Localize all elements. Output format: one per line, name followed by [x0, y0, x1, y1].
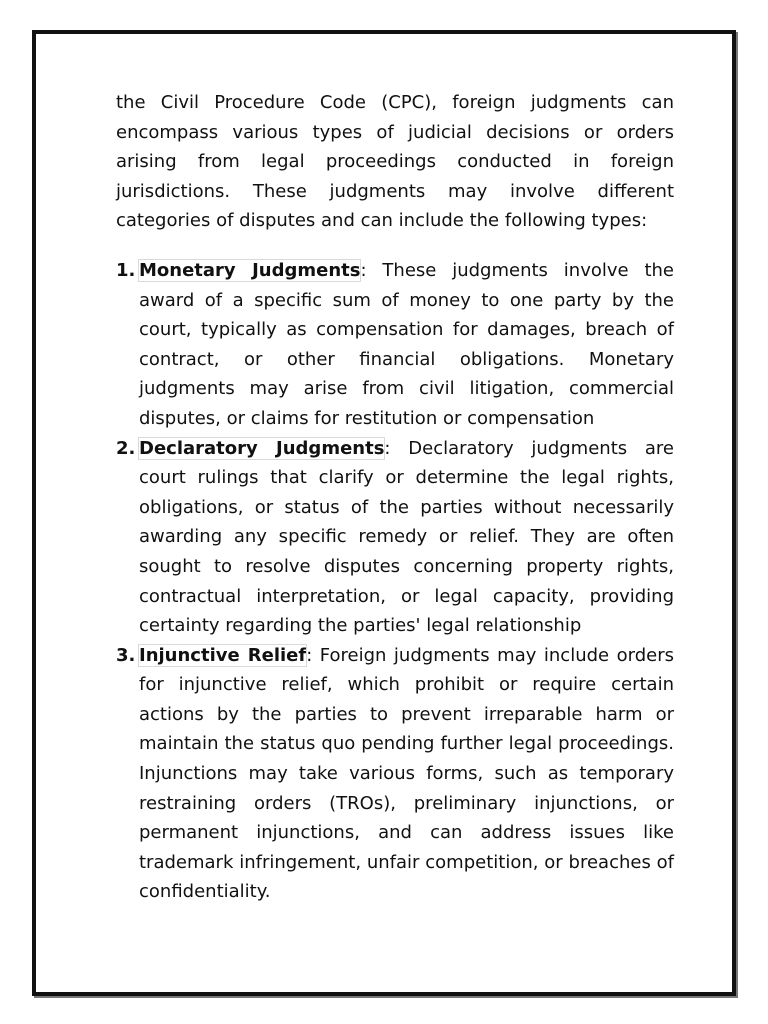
document-body — [116, 88, 674, 907]
list-item-declaratory-judgments — [116, 434, 674, 641]
judgment-types-list — [116, 256, 674, 907]
list-item-number: 1. — [116, 259, 136, 281]
list-item-text: These judgments involve the award of a specific sum of money to one party by the court, typically as compensation for damages, breach of contract, or other financial obligations. Monetary judgments may arise from civil litigation, commercial disputes, or claims for restitution or compensation — [139, 259, 675, 429]
intro-paragraph: the Civil Procedure Code (CPC), foreign judgments can encompass various types of judicial decisions or orders arising from legal proceedings conducted in foreign jurisdictions. These judgments may involve different categories of disputes and can include the following types: — [116, 92, 674, 232]
list-item-term: Injunctive Relief — [139, 644, 307, 666]
list-item-separator: : — [384, 437, 391, 459]
list-item-number: 2. — [116, 437, 136, 459]
list-item-monetary-judgments — [116, 256, 674, 434]
list-item-term: Declaratory Judgments — [139, 437, 385, 459]
list-item-separator: : — [306, 644, 313, 666]
list-item-text: Declaratory judgments are court rulings that clarify or determine the legal rights, obligations, or status of the parties without necessarily awarding any specific remedy or relief. They are often sought to resolve disputes concerning property rights, contractual interpretation, or legal capacity, providing certainty regarding the parties' legal relationship — [139, 437, 674, 637]
list-item-injunctive-relief — [116, 641, 674, 907]
list-item-number: 3. — [116, 644, 136, 666]
list-item-separator: : — [360, 259, 367, 281]
list-item-term: Monetary Judgments — [139, 259, 361, 281]
list-item-text: Foreign judgments may include orders for injunctive relief, which prohibit or require certain actions by the parties to prevent irreparable harm or maintain the status quo pending further legal proceedings. Injunctions may take various forms, such as temporary restraining orders (TROs), preliminary injunctions, or permanent injunctions, and can address issues like trademark infringement, unfair competition, or breaches of confidentiality. — [139, 644, 674, 903]
